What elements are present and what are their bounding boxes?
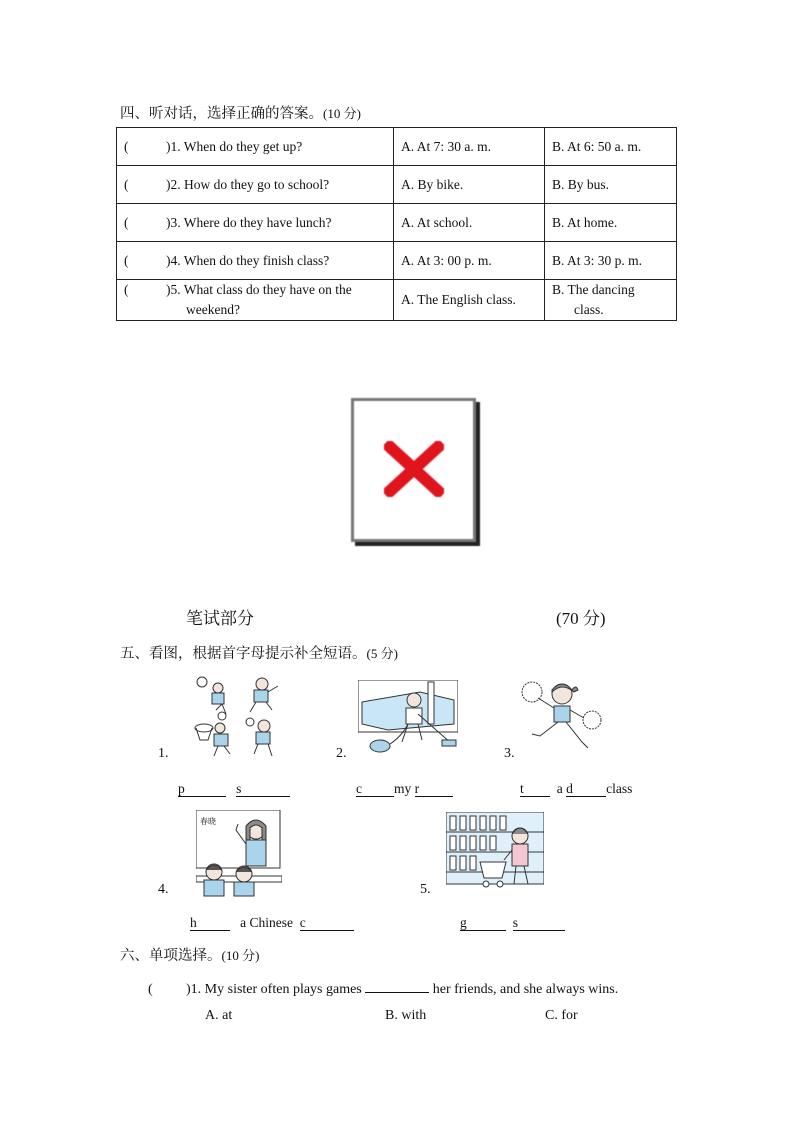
first-letter-blank[interactable]: s bbox=[236, 781, 290, 797]
option-b-text-line2: class. bbox=[574, 302, 604, 317]
choice-question-1 bbox=[148, 977, 618, 998]
section6-points: (10 分) bbox=[221, 948, 260, 963]
phrase-blank-1[interactable] bbox=[178, 781, 290, 797]
question-text: When do they get up? bbox=[183, 138, 303, 154]
option-a-cell[interactable]: A. By bike. bbox=[394, 166, 545, 204]
phrase-word: class bbox=[606, 781, 633, 796]
first-letter-blank[interactable]: g bbox=[460, 915, 506, 931]
first-letter-blank[interactable]: p bbox=[178, 781, 226, 797]
option-a-cell[interactable]: A. At 7: 30 a. m. bbox=[394, 128, 545, 166]
picture-number: 2. bbox=[336, 746, 347, 761]
phrase-word: a bbox=[556, 781, 563, 796]
option-b-text: B. The dancing bbox=[552, 282, 635, 297]
section6-title bbox=[120, 944, 259, 965]
question-text: When do they finish class? bbox=[183, 252, 330, 268]
question-text-line2: weekend? bbox=[186, 302, 240, 317]
question-cell bbox=[117, 166, 394, 204]
section4-title bbox=[120, 102, 361, 123]
broken-image-placeholder bbox=[351, 398, 476, 542]
first-letter-blank[interactable]: r bbox=[415, 781, 453, 797]
table-row bbox=[117, 280, 677, 321]
written-part-label: 笔试部分 bbox=[186, 609, 254, 628]
option-b-cell[interactable] bbox=[545, 280, 677, 321]
question-text: Where do they have lunch? bbox=[183, 214, 332, 230]
option-a-cell[interactable]: A. At 3: 00 p. m. bbox=[394, 242, 545, 280]
section5-title-text: 五、看图，根据首字母提示补全短语。 bbox=[120, 646, 367, 662]
option-b-cell[interactable]: B. At 3: 30 p. m. bbox=[545, 242, 677, 280]
option-b-cell[interactable]: B. By bus. bbox=[545, 166, 677, 204]
listening-table bbox=[116, 127, 677, 321]
phrase-blank-5[interactable] bbox=[460, 915, 565, 931]
question-cell bbox=[117, 242, 394, 280]
section5-points: (5 分) bbox=[366, 646, 398, 661]
option-b-cell[interactable]: B. At home. bbox=[545, 204, 677, 242]
picture-number: 4. bbox=[158, 882, 169, 897]
question-number: )1. bbox=[186, 982, 202, 997]
first-letter-blank[interactable]: s bbox=[513, 915, 565, 931]
question-number: )2. bbox=[166, 176, 181, 192]
section4-title-text: 四、听对话，选择正确的答案。 bbox=[120, 106, 323, 122]
question-cell bbox=[117, 128, 394, 166]
first-letter-blank[interactable]: h bbox=[190, 915, 230, 931]
first-letter-blank[interactable]: d bbox=[566, 781, 606, 797]
picture-shopping bbox=[446, 812, 544, 892]
answer-paren[interactable]: ( bbox=[124, 214, 129, 230]
phrase-word: my bbox=[394, 781, 412, 796]
answer-paren[interactable]: ( bbox=[148, 982, 153, 997]
picture-number: 5. bbox=[420, 882, 431, 897]
picture-number: 3. bbox=[504, 746, 515, 761]
answer-paren[interactable]: ( bbox=[124, 138, 129, 154]
picture-dancing-girl bbox=[518, 676, 604, 754]
picture-number: 1. bbox=[158, 746, 169, 761]
question-number: )1. bbox=[166, 138, 181, 154]
blackboard-text: 春晓 bbox=[200, 817, 216, 826]
table-row bbox=[117, 166, 677, 204]
question-number: )4. bbox=[166, 252, 181, 268]
first-letter-blank[interactable]: t bbox=[520, 781, 550, 797]
answer-paren[interactable]: ( bbox=[124, 176, 129, 192]
phrase-blank-2[interactable] bbox=[356, 781, 453, 797]
option-c[interactable]: C. for bbox=[545, 1008, 578, 1023]
question-cell bbox=[117, 280, 394, 321]
phrase-blank-4[interactable] bbox=[190, 915, 354, 931]
option-a-cell[interactable]: A. At school. bbox=[394, 204, 545, 242]
table-row bbox=[117, 242, 677, 280]
picture-playing-sports bbox=[192, 674, 284, 760]
answer-blank[interactable] bbox=[365, 977, 429, 993]
question-cell bbox=[117, 204, 394, 242]
question-text: How do they go to school? bbox=[184, 176, 330, 192]
first-letter-blank[interactable]: c bbox=[300, 915, 354, 931]
written-part-points: (70 分) bbox=[556, 609, 606, 628]
answer-paren[interactable]: ( bbox=[124, 252, 129, 268]
option-b[interactable]: B. with bbox=[385, 1008, 427, 1023]
section6-title-text: 六、单项选择。 bbox=[120, 948, 222, 964]
picture-cleaning-room bbox=[358, 680, 458, 754]
phrase-blank-3[interactable] bbox=[520, 781, 632, 797]
section5-title bbox=[120, 642, 398, 663]
question-text: What class do they have on the bbox=[183, 282, 352, 297]
question-number: )5. bbox=[166, 282, 181, 297]
picture-chinese-class bbox=[196, 810, 282, 898]
phrase-word: a Chinese bbox=[240, 915, 293, 930]
option-a[interactable]: A. at bbox=[205, 1008, 233, 1023]
question-text: her friends, and she always wins. bbox=[432, 982, 619, 997]
section4-points: (10 分) bbox=[323, 106, 361, 121]
answer-paren[interactable]: ( bbox=[124, 282, 129, 297]
first-letter-blank[interactable]: c bbox=[356, 781, 394, 797]
option-b-cell[interactable]: B. At 6: 50 a. m. bbox=[545, 128, 677, 166]
table-row bbox=[117, 128, 677, 166]
table-row bbox=[117, 204, 677, 242]
option-a-cell[interactable]: A. The English class. bbox=[394, 280, 545, 321]
question-text: My sister often plays games bbox=[204, 982, 362, 997]
question-number: )3. bbox=[166, 214, 181, 230]
broken-image-icon bbox=[384, 441, 444, 497]
